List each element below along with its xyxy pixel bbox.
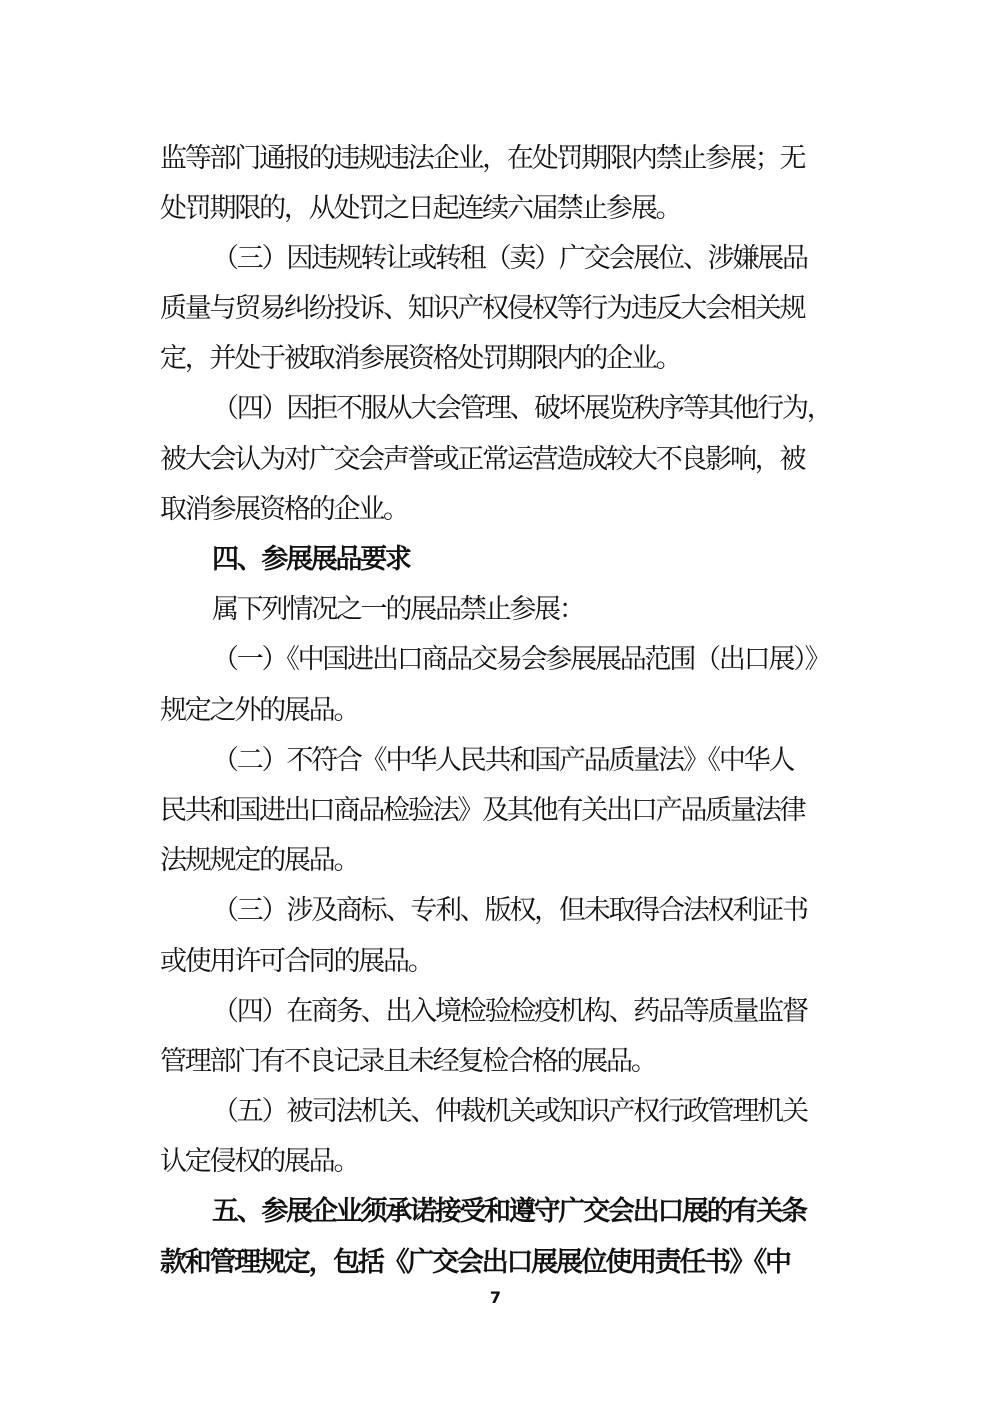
text-line-3: （三）因违规转让或转租（卖）广交会展位、涉嫌展品: [212, 243, 807, 274]
text-line-14: 民共和国进出口商品检验法》及其他有关出口产品质量法律: [160, 795, 805, 826]
text-line-16: （三）涉及商标、专利、版权，但未取得合法权利证书: [212, 895, 807, 926]
text-line-20: （五）被司法机关、仲裁机关或知识产权行政管理机关: [212, 1096, 807, 1127]
text-line-2: 处罚期限的，从处罚之日起连续六届禁止参展。: [160, 193, 681, 224]
text-line-18: （四）在商务、出入境检验检疫机构、药品等质量监督: [212, 996, 807, 1027]
text-line-1: 监等部门通报的违规违法企业，在处罚期限内禁止参展；无: [160, 143, 805, 174]
text-line-23: 款和管理规定，包括《广交会出口展展位使用责任书》《中: [160, 1247, 790, 1278]
text-line-15: 法规规定的展品。: [160, 845, 359, 876]
page-number: 7: [489, 1288, 502, 1307]
text-line-17: 或使用许可合同的展品。: [160, 946, 433, 977]
text-line-4: 质量与贸易纠纷投诉、知识产权侵权等行为违反大会相关规: [160, 293, 805, 324]
text-line-21: 认定侵权的展品。: [160, 1146, 359, 1177]
text-line-12: 规定之外的展品。: [160, 695, 359, 726]
text-line-6: （四）因拒不服从大会管理、破坏展览秩序等其他行为，: [212, 393, 832, 424]
text-line-8: 取消参展资格的企业。: [160, 494, 408, 525]
section-heading-4: 四、参展展品要求: [212, 544, 410, 575]
text-line-5: 定，并处于被取消参展资格处罚期限内的企业。: [160, 343, 681, 374]
text-line-7: 被大会认为对广交会声誉或正常运营造成较大不良影响，被: [160, 444, 805, 475]
section-heading-5: 五、参展企业须承诺接受和遵守广交会出口展的有关条: [212, 1196, 806, 1227]
text-line-13: （二）不符合《中华人民共和国产品质量法》《中华人: [212, 745, 794, 776]
text-line-19: 管理部门有不良记录且未经复检合格的展品。: [160, 1046, 656, 1077]
text-line-10: 属下列情况之一的展品禁止参展：: [212, 594, 584, 625]
text-line-11: （一）《中国进出口商品交易会参展展品范围（出口展）》: [212, 644, 830, 675]
